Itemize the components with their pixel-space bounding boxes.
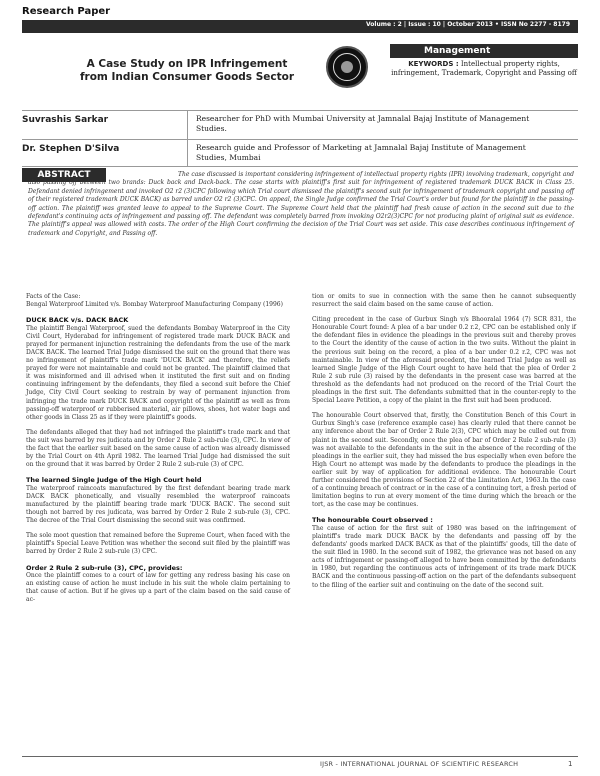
author-row bbox=[22, 140, 578, 167]
left-column bbox=[26, 293, 290, 611]
paragraph: The honourable Court observed that, firstly, the Constitution Bench of this Court in Gurbux Singh's case (reference example case) has clearly ruled that there cannot be any inference about the bar of Order 2 Rule 2(3), CPC which may be culled out from plaint in the second suit. Secondly, once the plea of bar of Order 2 Rule 2 sub-rule (3) was not available to the defendants in the suit in the absence of the recording of the pleadings in the earlier suit, they had missed the bus especially when even before the High Court no attempt was made by the defendants to produce the pleadings in the earlier suit by way of application for additional evidence. The honourable Court further considered the provisions of Section 22 of the Limitation Act, 1963.In the case of a continuing breach of contract or in the case of a continuing tort, a fresh period of limitation begins to run at every moment of the time during which the breach or the tort, as the case may be continues. bbox=[312, 412, 576, 509]
section-heading: Order 2 Rule 2 sub-rule (3), CPC, provides: bbox=[26, 563, 183, 572]
paper-title: A Case Study on IPR Infringement from Indian Consumer Goods Sector bbox=[79, 58, 295, 83]
journal-footer: IJSR - INTERNATIONAL JOURNAL OF SCIENTIFIC RESEARCH bbox=[320, 760, 519, 768]
paragraph: The cause of action for the first suit of 1980 was based on the infringement of plaintiff's trade mark DUCK BACK by the defendants and passing off by the defendants' goods marked DACK BACK as that of the plaintiffs' goods, till the date of the suit filed in 1980. In the second suit of 1982, the grievance was not based on any acts of infringement or passing-off alleged to have been committed by the defendants in 1980, but regarding the continuous acts of infringement of its trade mark DUCK BACK and the continuous passing-off action on the part of the defendants subsequent to the filing of the earlier suit and continuing on the date of the second suit. bbox=[312, 524, 576, 589]
paragraph: The defendants alleged that they had not infringed the plaintiff's trade mark and that the suit was barred by res judicata and by Order 2 Rule 2 sub-rule (3), CPC. In view of the fact that the earlier suit based on the same cause of action was already dismissed by the Trial Court on 4th April 1982. The learned Trial Judge had dismissed the suit on the ground that it was barred by Order 2 Rule 2 sub-rule (3) of CPC. bbox=[26, 428, 290, 469]
right-column bbox=[312, 293, 576, 597]
keywords bbox=[390, 60, 578, 78]
author-affiliation: Researcher for PhD with Mumbai University at Jamnalal Bajaj Institute of Management Studies. bbox=[196, 114, 530, 133]
author-name: Dr. Stephen D'Silva bbox=[22, 144, 120, 154]
paragraph: The waterproof raincoats manufactured by the first defendant bearing trade mark DACK BACK phonetically, and visually resembled the waterproof raincoats manufactured by the plaintiff bearing trade mark 'DUCK BACK'. The second suit though not barred by res judicata, was barred by Order 2 Rule 2 sub-rule (3), CPC. The decree of the Trial Court dismissing the second suit was confirmed. bbox=[26, 484, 290, 525]
author-table bbox=[22, 110, 578, 167]
journal-logo bbox=[326, 46, 368, 88]
paragraph: Citing precedent in the case of Gurbux Singh v/s Bhooralal 1964 (7) SCR 831, the Honourable Court found: A plea of a bar under 0.2 r.2, CPC can be established only if the defendant files in evidence the pleadings in the previous suit and thereby proves to the Court the identity of the cause of action in the two suits. Without the plaint in the previous suit being on the record, a plea of a bar under 0.2 r.2, CPC was not maintainable. In view of the aforesaid precedent, the learned Trial Judge as well as learned Single Judge of the High Court ought to have held that the plea of Order 2 Rule 2 sub rule (3) raised by the defendants in the present case was barred at the threshold as the defendants had not produced on the record of the Trial Court the pleadings in the first suit. The defendants submitted that in the counter-reply to the Special Leave Petition, a copy of the plaint in the first suit had been produced. bbox=[312, 316, 576, 405]
paragraph: tion or omits to sue in connection with the same then he cannot subsequently resurrect the said claim based on the same cause of action. bbox=[312, 293, 576, 309]
abstract-label: ABSTRACT bbox=[22, 168, 106, 182]
author-affiliation: Research guide and Professor of Marketing at Jamnalal Bajaj Institute of Management Studies, Mumbai bbox=[196, 143, 526, 162]
paragraph: Facts of the Case: Bengal Waterproof Limited v/s. Bombay Waterproof Manufacturing Company (1996) bbox=[26, 293, 283, 309]
header-bar bbox=[22, 20, 578, 33]
research-paper-label: Research Paper bbox=[22, 6, 111, 17]
page-number: 1 bbox=[568, 760, 573, 768]
abstract-text: The case discussed is important considering infringement of intellectual property rights (IPR) involving trademark, copyright and also passing off between two brands: Duck back and Dack-back. The case starts with plaintiff's first suit for infringement of registered trademark DUCK BACK in Class 25. Defendant denied infringement and invoked O2 r2 (3)CPC following which Trial court dismissed the plaintiff's second suit for infringement of trademark copyright and passing off of their registered trademark DUCK BACK) as barred under O2 r2 (3)CPC. On appeal, the Single Judge confirmed the Trial Court's order but found for the plaintiff in the passing-off action. The plaintiff was granted leave to appeal to the Supreme Court. The Supreme Court held that the plaintiff had fresh cause of action in the second suit due to the defendant's continuing acts of infringement and passing off. The defendant was completely barred from invoking O2r2(3)CPC for not producing plaint of original suit as evidence. The plaintiff's appeal was allowed with costs. The order of the High Court confirming the decision of the Trial Court was set aside. This case describes continuous infringement of trademark and Copyright, and Passing off. bbox=[28, 171, 574, 237]
section-heading: The learned Single Judge of the High Court held bbox=[26, 476, 202, 485]
paragraph: The sole moot question that remained before the Supreme Court, when faced with the plaintiff's Special Leave Petition was whether the second suit filed by the plaintiff was barred by Order 2 Rule 2 sub-rule (3) CPC. bbox=[26, 532, 290, 556]
paragraph: Once the plaintiff comes to a court of law for getting any redress basing his case on an existing cause of action he must include in his suit the whole claim pertaining to that cause of action. But if he gives up a part of the claim based on the said cause of ac- bbox=[26, 572, 290, 604]
keywords-label: KEYWORDS : bbox=[408, 60, 459, 68]
category-label: Management bbox=[390, 44, 578, 58]
footer-rule bbox=[22, 756, 578, 757]
section-heading: The honourable Court observed : bbox=[312, 516, 433, 525]
author-row bbox=[22, 111, 578, 140]
paragraph: The plaintiff Bengal Waterproof, sued the defendants Bombay Waterproof in the City Civil Court, Hyderabad for infringement of registered trade mark DUCK BACK and prayed for permanent injunction restraining the defendants from the use of the mark DACK BACK. The learned Trial Judge dismissed the suit on the ground that there was no infringement of plaintiff's trade mark 'DUCK BACK' and therefore, the reliefs prayed for were not maintainable and could not be granted. The plaintiff claimed that it was misinformed and ill advised when it instituted the first suit and on finding continuing infringement by the defendants, they filed a second suit before the Chief Judge, City Civil Court seeking to restrain by way of permanent injunction from infringing the trade mark DUCK BACK and copyright of the plaintiff as well as from passing-off waterproof or rubberised material, air pillows, shoes, hot water bags and other goods in Class 25 as if they were plaintiff's goods. bbox=[26, 324, 290, 421]
issue-meta: Volume : 2 | Issue : 10 | October 2013 • ISSN No 2277 - 8179 bbox=[365, 21, 570, 28]
keywords-text: Intellectual property rights, infringement, Trademark, Copyright and Passing off bbox=[391, 60, 577, 77]
section-heading: DUCK BACK v/s. DACK BACK bbox=[26, 316, 129, 325]
author-name: Suvrashis Sarkar bbox=[22, 115, 109, 125]
